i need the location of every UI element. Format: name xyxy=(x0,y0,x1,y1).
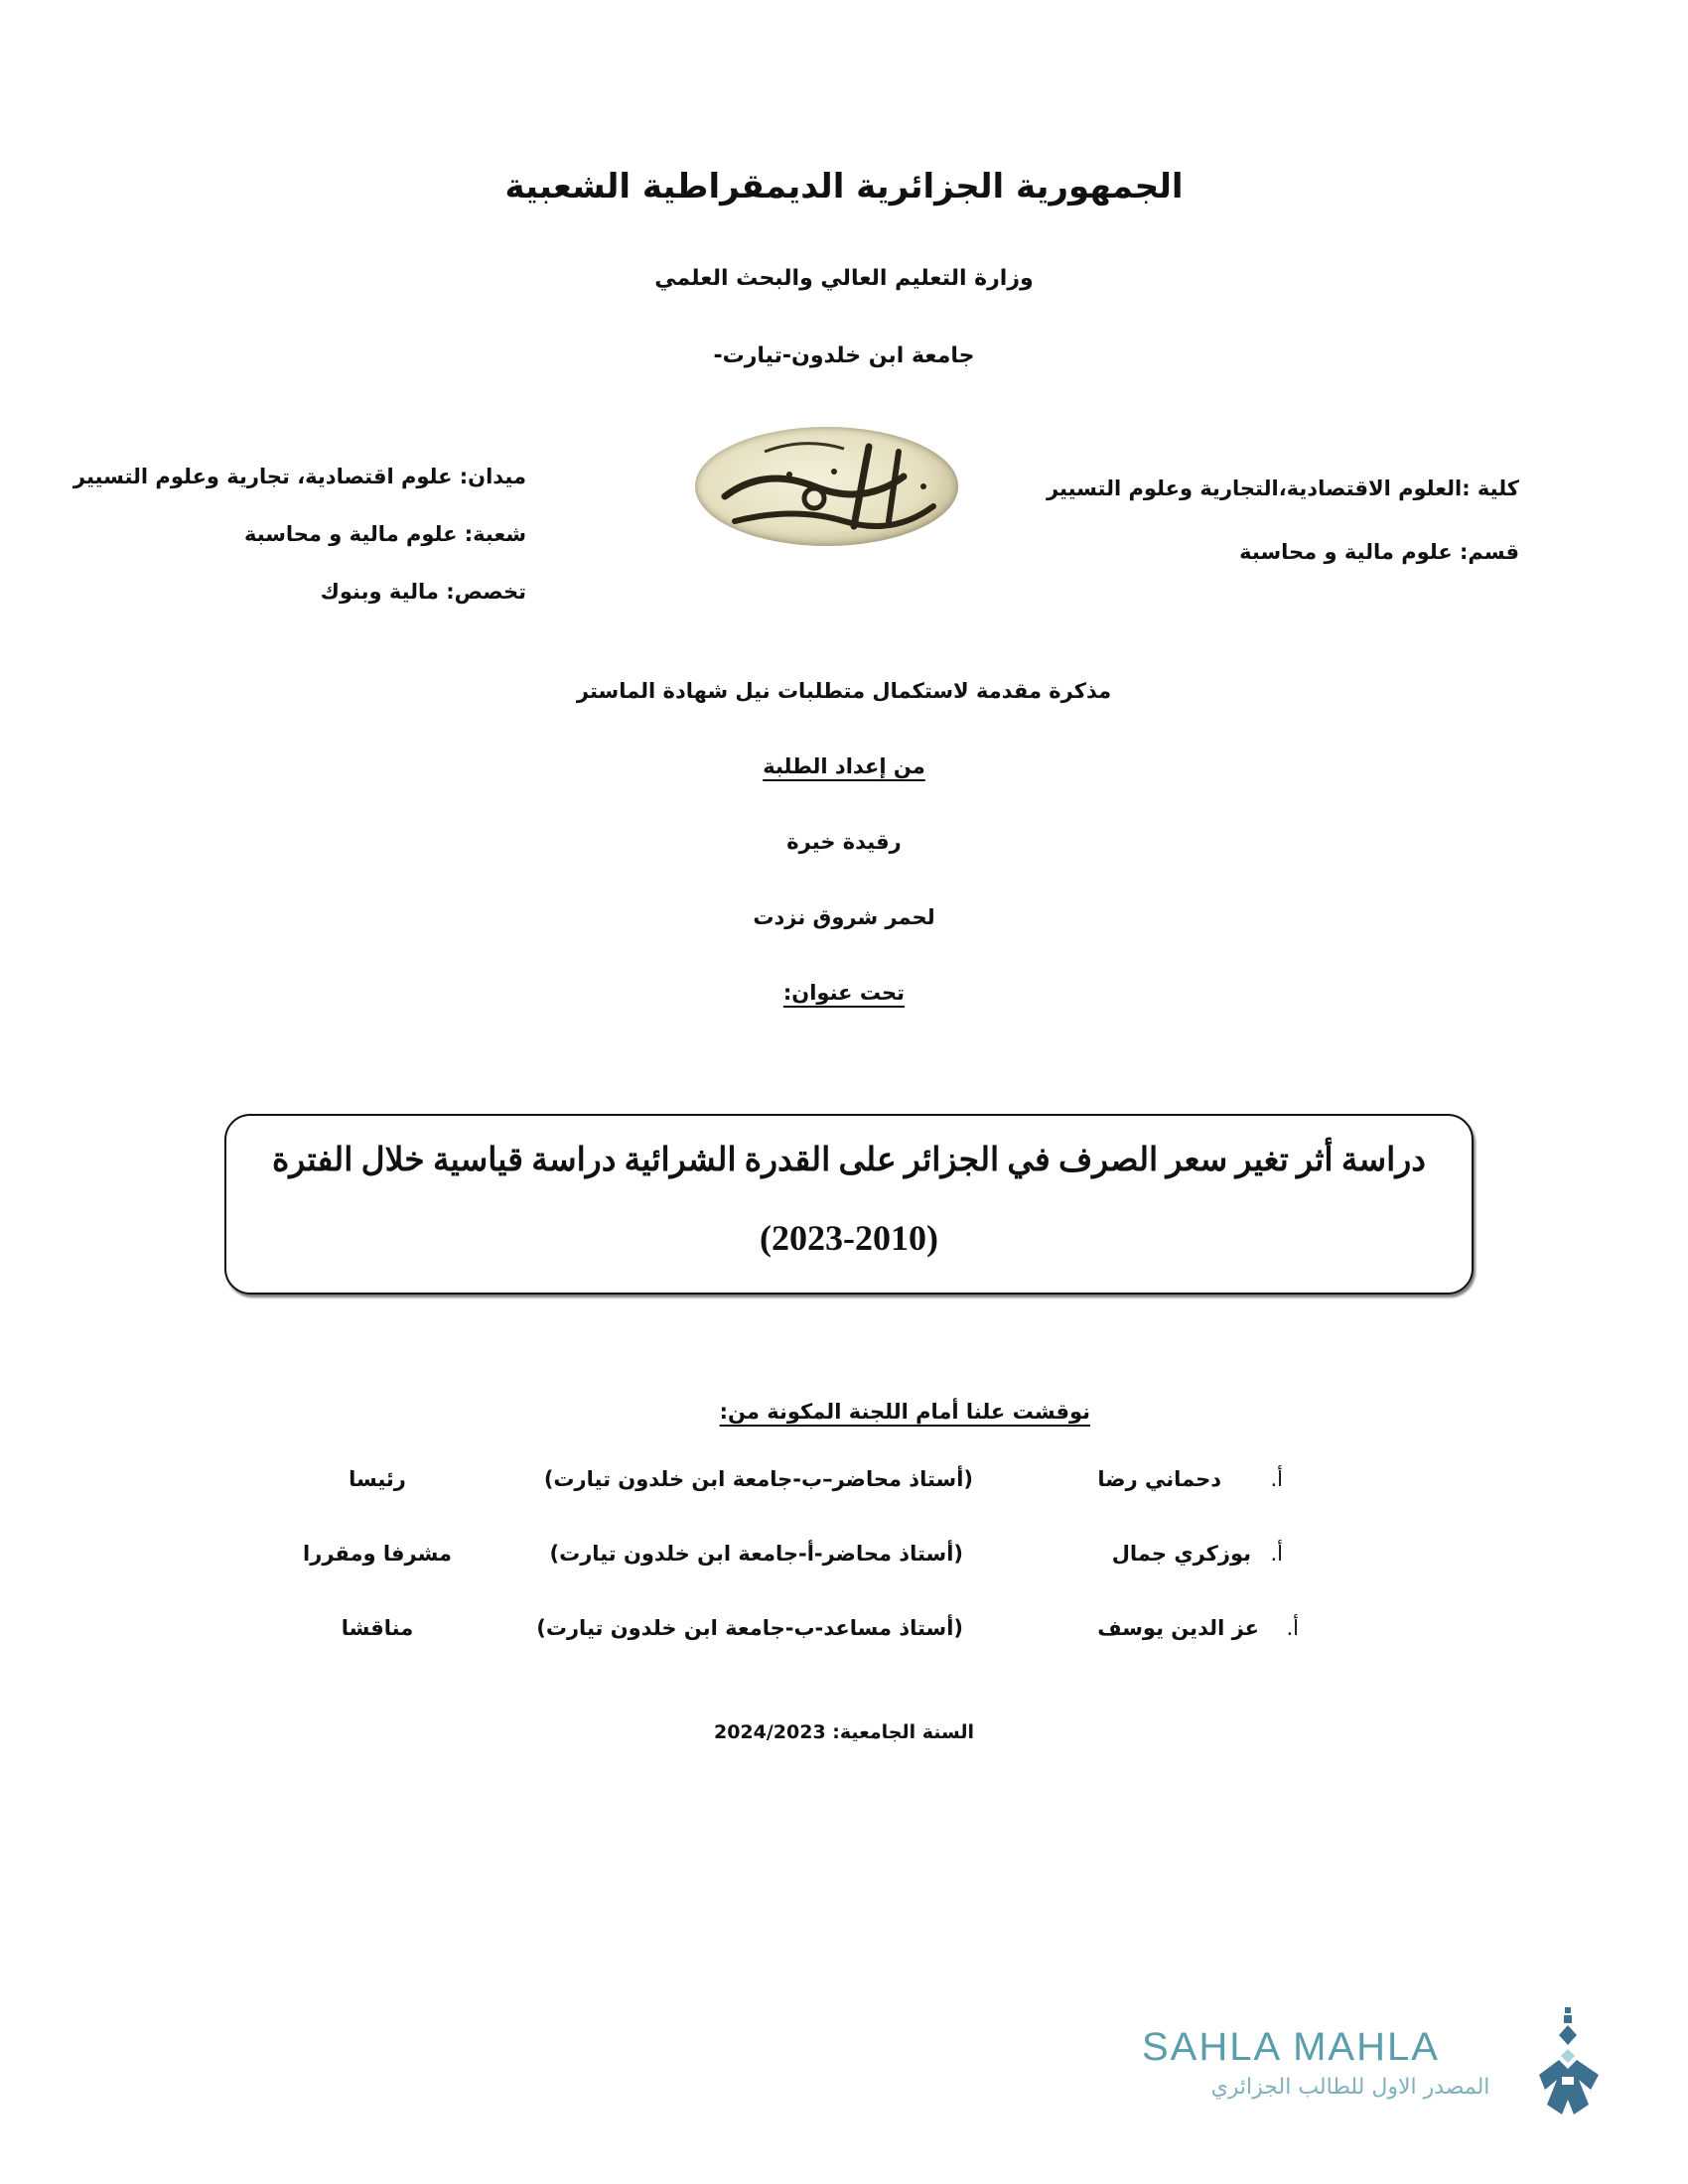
academic-year: السنة الجامعية: 2024/2023 xyxy=(713,1721,975,1743)
member-affiliation: (أستاذ محاضر–ب-جامعة ابن خلدون تيارت) xyxy=(543,1467,973,1491)
member-prefix: أ. xyxy=(1270,1542,1283,1566)
member-role: رئيسا xyxy=(349,1467,406,1491)
faculty-block xyxy=(1003,477,1519,604)
department-label: قسم: علوم مالية و محاسبة xyxy=(1239,540,1519,564)
thesis-period: (2023-2010) xyxy=(760,1218,938,1258)
faculty-label: كلية :العلوم الاقتصادية،التجارية وعلوم التسيير xyxy=(1046,477,1519,500)
university-heading: جامعة ابن خلدون-تيارت- xyxy=(713,343,975,368)
sahla-mahla-logo-icon xyxy=(1529,2005,1609,2119)
republic-heading: الجمهورية الجزائرية الديمقراطية الشعبية xyxy=(504,167,1184,206)
member-name: عز الدين يوسف xyxy=(1097,1616,1259,1640)
student-name: لحمر شروق نزدت xyxy=(753,905,935,929)
member-name: بوزكري جمال xyxy=(1111,1542,1251,1566)
under-title-heading xyxy=(0,981,1688,1005)
brand-name: SAHLA MAHLA xyxy=(1142,2025,1440,2069)
student-name: رقيدة خيرة xyxy=(786,830,902,854)
member-affiliation: (أستاذ مساعد-ب-جامعة ابن خلدون تيارت) xyxy=(536,1616,963,1640)
calligraphy-icon xyxy=(695,427,958,546)
member-affiliation: (أستاذ محاضر-أ-جامعة ابن خلدون تيارت) xyxy=(549,1542,963,1566)
under-title-label: تحت عنوان: xyxy=(782,981,906,1005)
committee-heading xyxy=(720,1400,1090,1424)
prepared-by-heading xyxy=(0,754,1688,778)
field-block xyxy=(30,465,526,637)
committee-member-row xyxy=(0,1542,1688,1581)
thesis-title: دراسة أثر تغير سعر الصرف في الجزائر على القدرة الشرائية دراسة قياسية خلال الفترة xyxy=(272,1143,1426,1178)
field-label: ميدان: علوم اقتصادية، تجارية وعلوم التسيير xyxy=(72,465,526,488)
thesis-title-box xyxy=(224,1114,1474,1295)
ministry-heading: وزارة التعليم العالي والبحث العلمي xyxy=(654,266,1034,291)
member-prefix: أ. xyxy=(1286,1616,1299,1640)
branch-label: شعبة: علوم مالية و محاسبة xyxy=(243,522,526,546)
member-name: دحماني رضا xyxy=(1097,1467,1221,1491)
committee-member-row xyxy=(0,1467,1688,1507)
specialty-label: تخصص: مالية وبنوك xyxy=(320,580,526,604)
member-role: مناقشا xyxy=(341,1616,414,1640)
university-seal-icon xyxy=(695,427,958,546)
committee-heading-label: نوقشت علنا أمام اللجنة المكونة من: xyxy=(719,1400,1090,1424)
memo-statement: مذكرة مقدمة لاستكمال متطلبات نيل شهادة الماستر xyxy=(576,679,1112,703)
member-prefix: أ. xyxy=(1270,1467,1283,1491)
member-role: مشرفا ومقررا xyxy=(303,1542,452,1566)
sahla-mahla-watermark xyxy=(1142,2005,1609,2124)
prepared-by-label: من إعداد الطلبة xyxy=(763,754,925,778)
brand-tagline: المصدر الاول للطالب الجزائري xyxy=(1210,2075,1490,2100)
committee-member-row xyxy=(0,1616,1688,1656)
